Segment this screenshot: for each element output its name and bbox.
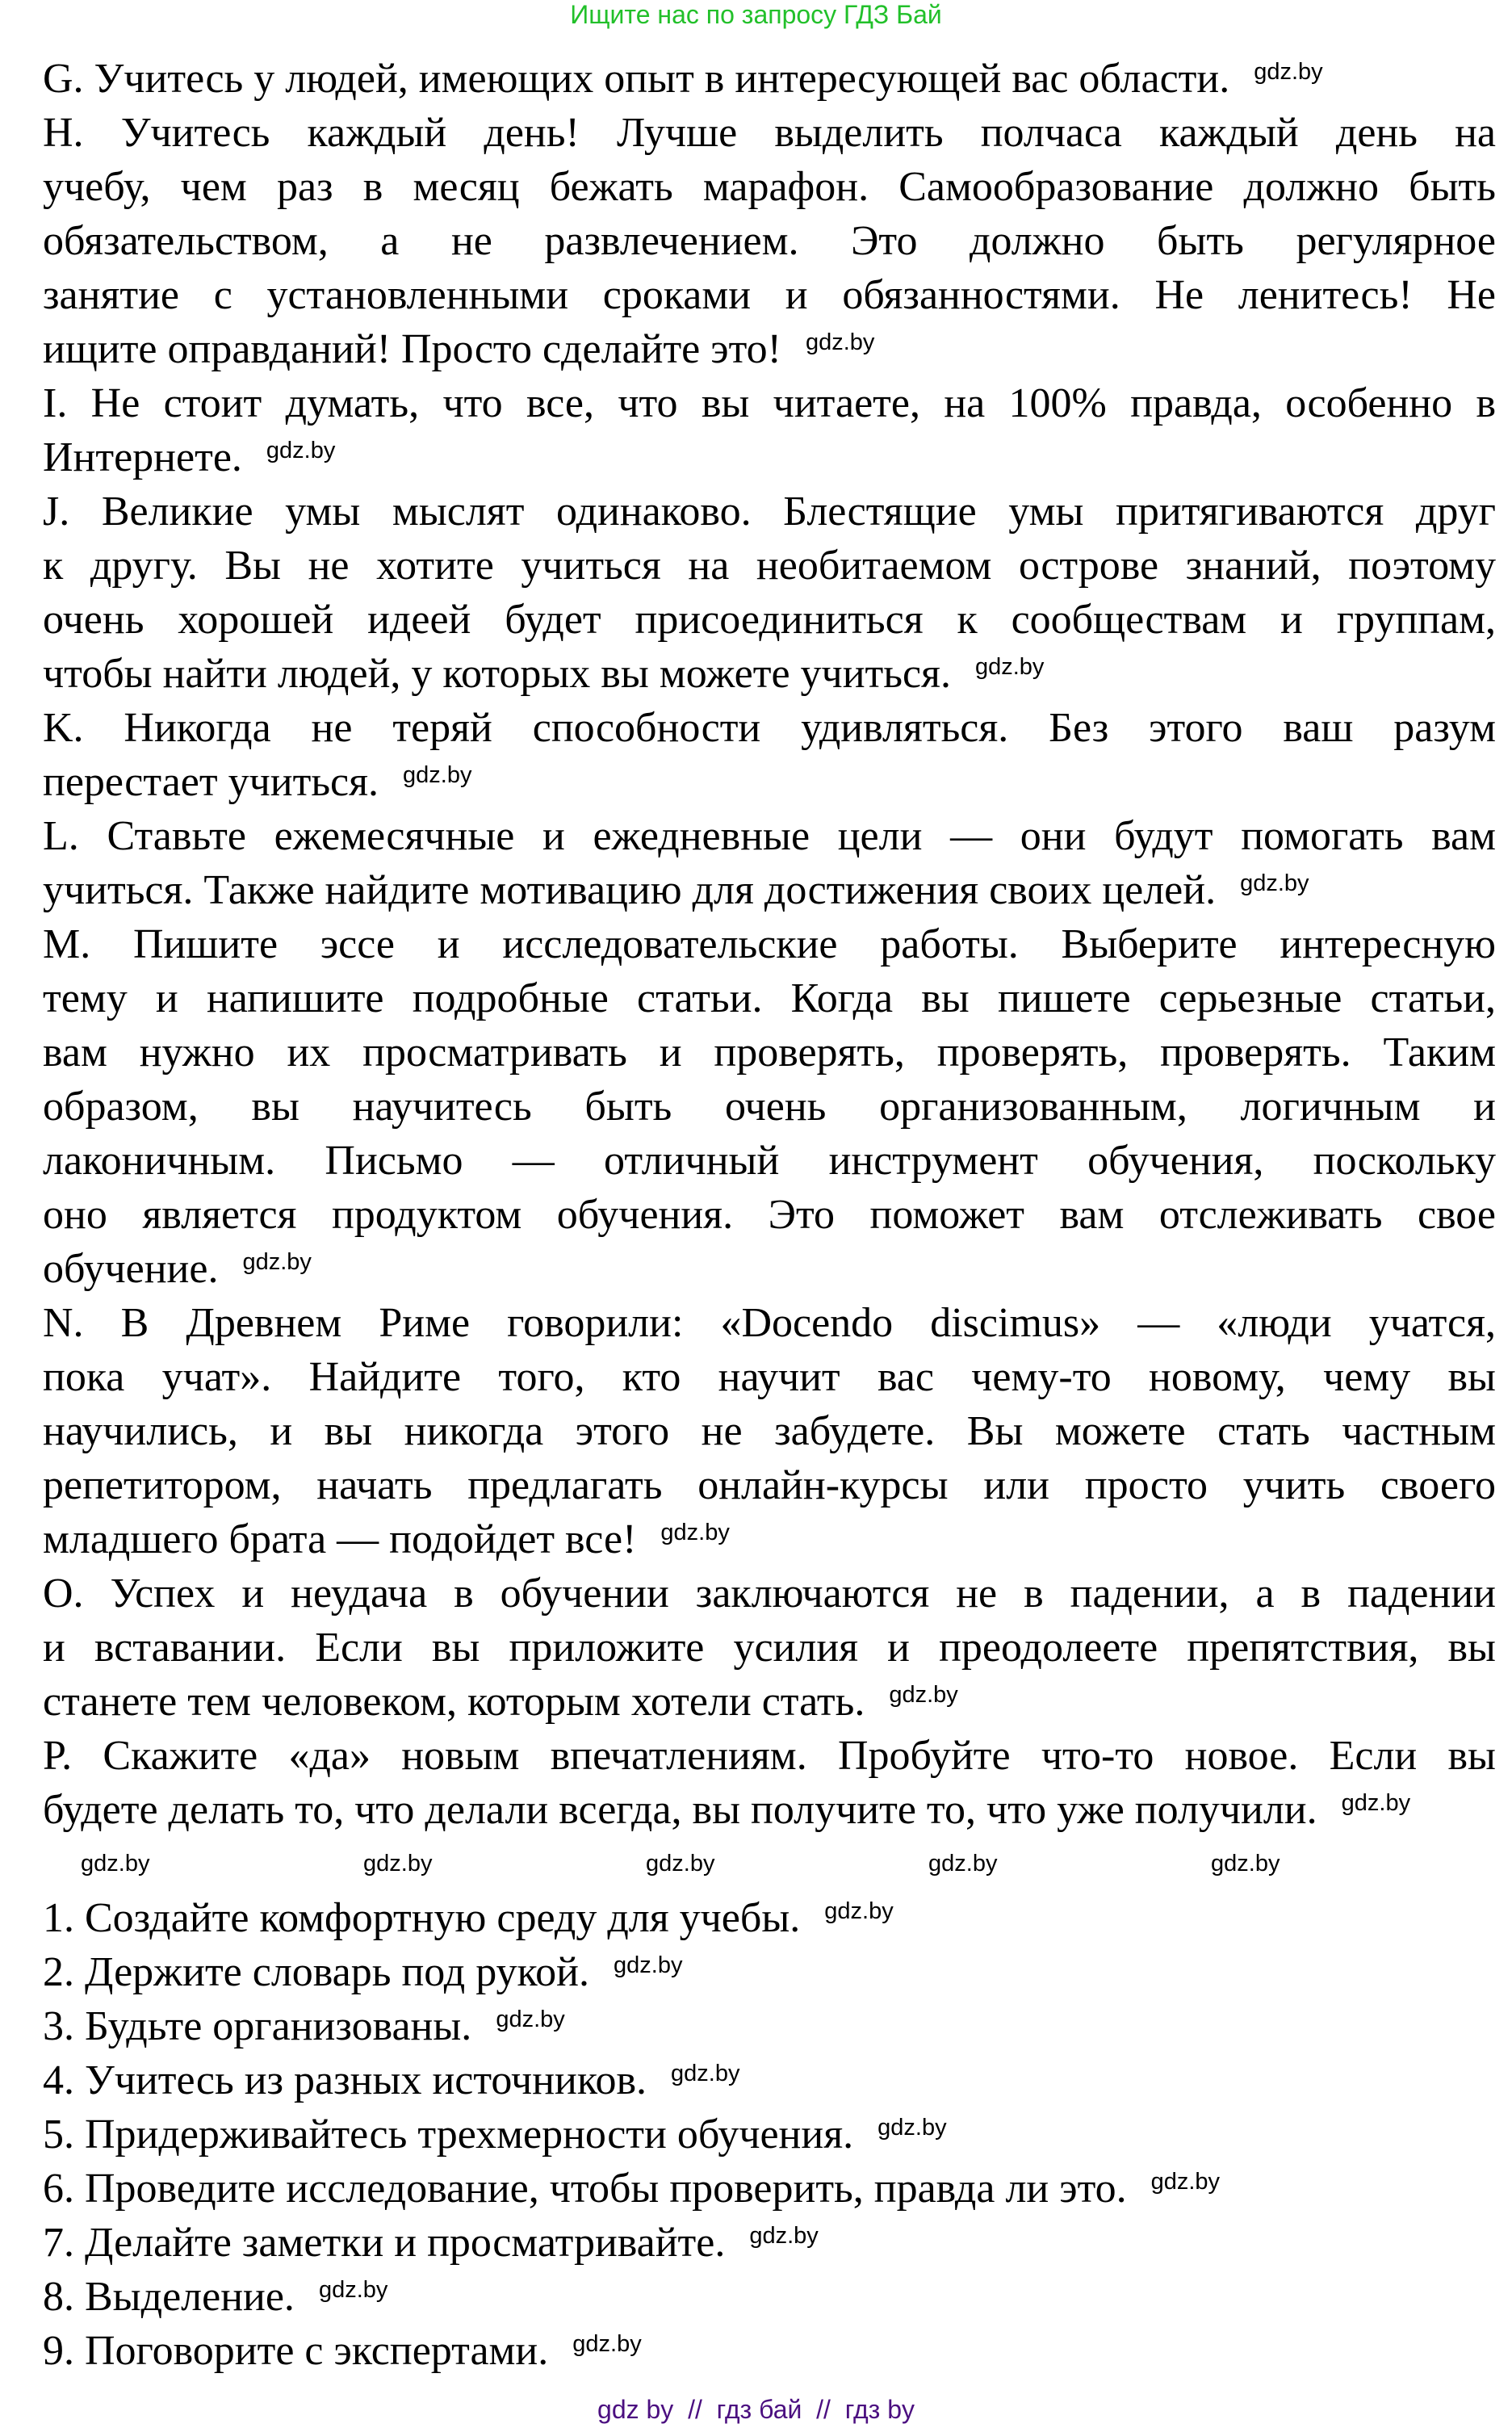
- text-line: [43, 1350, 1496, 1404]
- line-text: K. Никогда не теряй способности удивляться. Без этого ваш разум: [43, 705, 1496, 751]
- watermark: gdz.by: [928, 1851, 998, 1877]
- watermark: gdz.by: [749, 2223, 819, 2249]
- watermark: gdz.by: [1211, 1851, 1280, 1877]
- text-line: [43, 809, 1496, 863]
- watermark: gdz.by: [671, 2061, 740, 2086]
- text-line: [43, 1025, 1496, 1080]
- text-line: [43, 1458, 1496, 1512]
- text-line: [43, 1512, 1496, 1566]
- line-text: учиться. Также найдите мотивацию для достижения своих целей.: [43, 867, 1217, 913]
- text-line: [43, 160, 1496, 214]
- line-text: O. Успех и неудача в обучении заключаются не в падении, а в падении: [43, 1570, 1496, 1617]
- list-item: [43, 1999, 1496, 2053]
- line-text: Интернете.: [43, 434, 242, 480]
- text-line: [43, 214, 1496, 268]
- line-text: к другу. Вы не хотите учиться на необитаемом острове знаний, поэтому: [43, 543, 1496, 589]
- line-text: вам нужно их просматривать и проверять, проверять, проверять. Таким: [43, 1029, 1496, 1076]
- watermark: gdz.by: [363, 1851, 433, 1877]
- line-text: лаконичным. Письмо — отличный инструмент обучения, поскольку: [43, 1138, 1496, 1184]
- watermark: gdz.by: [877, 2115, 947, 2141]
- watermark: gdz.by: [646, 1851, 715, 1877]
- text-line: [43, 1296, 1496, 1350]
- text-line: [43, 430, 1496, 484]
- list-item: [43, 2324, 1496, 2378]
- text-line: [43, 1404, 1496, 1458]
- text-line: [43, 1080, 1496, 1134]
- text-line: [43, 376, 1496, 430]
- line-text: M. Пишите эссе и исследовательские работы. Выберите интересную: [43, 921, 1496, 967]
- text-line: [43, 539, 1496, 593]
- text-line: [43, 1134, 1496, 1188]
- paragraph: [43, 1729, 1496, 1837]
- line-text: станете тем человеком, которым хотели стать.: [43, 1679, 865, 1725]
- line-text: оно является продуктом обучения. Это поможет вам отслеживать свое: [43, 1192, 1496, 1238]
- watermark: gdz.by: [403, 762, 472, 788]
- watermark: gdz.by: [318, 2277, 388, 2303]
- line-text: 8. Выделение.: [43, 2274, 295, 2320]
- paragraph: [43, 701, 1496, 809]
- watermark: gdz.by: [614, 1952, 683, 1978]
- watermark: gdz.by: [266, 438, 336, 463]
- watermark: gdz.by: [974, 654, 1045, 680]
- text-line: [43, 1783, 1496, 1837]
- line-text: будете делать то, что делали всегда, вы получите то, что уже получили.: [43, 1787, 1317, 1833]
- paragraph: [43, 376, 1496, 484]
- watermark: gdz.by: [889, 1682, 958, 1708]
- line-text: 7. Делайте заметки и просматривайте.: [43, 2220, 726, 2266]
- line-text: P. Скажите «да» новым впечатлениям. Пробуйте что-то новое. Если вы: [43, 1733, 1496, 1779]
- watermark: gdz.by: [1341, 1790, 1411, 1816]
- line-text: 3. Будьте организованы.: [43, 2003, 472, 2049]
- line-text: перестает учиться.: [43, 759, 379, 805]
- line-text: образом, вы научитесь быть очень организованным, логичным и: [43, 1084, 1496, 1130]
- line-text: чтобы найти людей, у которых вы можете учиться.: [43, 651, 951, 697]
- line-text: и вставании. Если вы приложите усилия и преодолеете препятствия, вы: [43, 1625, 1496, 1671]
- watermark: gdz.by: [824, 1898, 894, 1924]
- line-text: J. Великие умы мыслят одинаково. Блестящие умы притягиваются друг: [43, 489, 1496, 535]
- watermark: gdz.by: [805, 329, 875, 355]
- list-item: [43, 1945, 1496, 1999]
- text-line: [43, 701, 1496, 755]
- footer-banner: gdz by // гдз бай // гдз by: [597, 2395, 915, 2424]
- line-text: занятие с установленными сроками и обязанностями. Не ленитесь! Не: [43, 272, 1496, 318]
- line-text: I. Не стоит думать, что все, что вы читаете, на 100% правда, особенно в: [43, 380, 1496, 426]
- line-text: N. В Древнем Риме говорили: «Docendo discimus» — «люди учатся,: [43, 1300, 1496, 1346]
- list-item: [43, 2053, 1496, 2107]
- text-line: [43, 917, 1496, 971]
- line-text: тему и напишите подробные статьи. Когда вы пишете серьезные статьи,: [43, 975, 1496, 1021]
- line-text: ищите оправданий! Просто сделайте это!: [43, 326, 781, 372]
- watermark: gdz.by: [1240, 870, 1309, 896]
- paragraph: [43, 809, 1496, 917]
- text-line: [43, 1729, 1496, 1783]
- list-item: [43, 2270, 1496, 2324]
- paragraph: [43, 106, 1496, 376]
- line-text: учебу, чем раз в месяц бежать марафон. Самообразование должно быть: [43, 164, 1496, 210]
- paragraph: [43, 1296, 1496, 1566]
- watermark: gdz.by: [660, 1520, 730, 1545]
- paragraph: [43, 484, 1496, 701]
- watermark: gdz.by: [496, 2007, 565, 2032]
- text-line: [43, 971, 1496, 1025]
- watermark: gdz.by: [81, 1851, 150, 1877]
- line-text: 9. Поговорите с экспертами.: [43, 2328, 549, 2374]
- watermark: gdz.by: [1254, 59, 1323, 85]
- text-line: [43, 593, 1496, 647]
- watermark: gdz.by: [572, 2331, 642, 2357]
- line-text: 1. Создайте комфортную среду для учебы.: [43, 1895, 801, 1941]
- line-text: 2. Держите словарь под рукой.: [43, 1949, 589, 1995]
- line-text: младшего брата — подойдет все!: [43, 1516, 637, 1562]
- text-line: [43, 1188, 1496, 1242]
- list-item: [43, 2107, 1496, 2162]
- line-text: 5. Придерживайтесь трехмерности обучения.: [43, 2111, 854, 2158]
- watermark: gdz.by: [1150, 2169, 1221, 2195]
- line-text: 6. Проведите исследование, чтобы проверить, правда ли это.: [43, 2166, 1127, 2212]
- line-text: обучение.: [43, 1246, 219, 1292]
- text-line: [43, 1566, 1496, 1621]
- paragraph: [43, 917, 1496, 1296]
- list-item: [43, 1891, 1496, 1945]
- text-line: [43, 1621, 1496, 1675]
- list-item: [43, 2162, 1496, 2216]
- document-body: [43, 52, 1496, 2378]
- text-line: [43, 484, 1496, 539]
- line-text: пока учат». Найдите того, кто научит вас чему-то новому, чему вы: [43, 1354, 1496, 1400]
- line-text: обязательством, а не развлечением. Это должно быть регулярное: [43, 218, 1496, 264]
- paragraph: [43, 1566, 1496, 1729]
- line-text: научились, и вы никогда этого не забудете. Вы можете стать частным: [43, 1408, 1496, 1454]
- text-line: [43, 647, 1496, 701]
- text-line: [43, 1675, 1496, 1729]
- line-text: G. Учитесь у людей, имеющих опыт в интересующей вас области.: [43, 56, 1230, 102]
- text-line: [43, 268, 1496, 322]
- line-text: репетитором, начать предлагать онлайн-курсы или просто учить своего: [43, 1462, 1496, 1508]
- line-text: 4. Учитесь из разных источников.: [43, 2057, 647, 2103]
- search-banner: Ищите нас по запросу ГДЗ Бай: [570, 0, 942, 29]
- text-line: [43, 106, 1496, 160]
- text-line: [43, 322, 1496, 376]
- text-line: [43, 755, 1496, 809]
- line-text: очень хорошей идеей будет присоединиться к сообществам и группам,: [43, 597, 1496, 643]
- line-text: H. Учитесь каждый день! Лучше выделить полчаса каждый день на: [43, 110, 1496, 156]
- line-text: L. Ставьте ежемесячные и ежедневные цели — они будут помогать вам: [43, 813, 1496, 859]
- watermark: gdz.by: [242, 1249, 312, 1275]
